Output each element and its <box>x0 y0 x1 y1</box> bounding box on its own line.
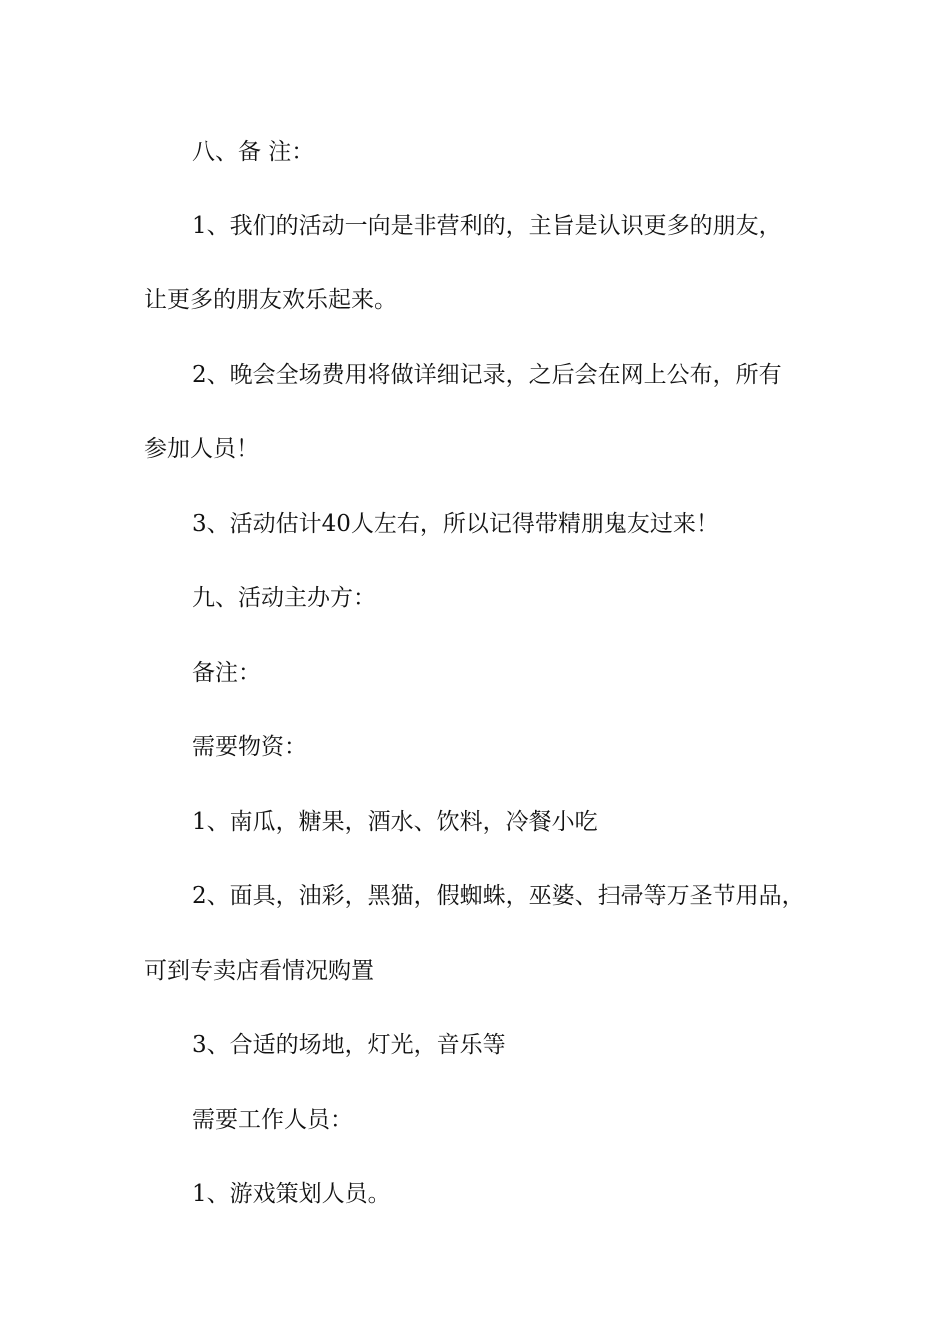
paragraph-line: 1、我们的活动一向是非营利的，主旨是认识更多的朋友， <box>192 213 782 239</box>
subheading-materials: 需要物资： <box>192 734 307 760</box>
paragraph-line: 参加人员！ <box>144 436 259 462</box>
paragraph-line: 3、活动估计40人左右，所以记得带精朋鬼友过来！ <box>192 511 719 537</box>
paragraph-line: 备注： <box>192 660 261 686</box>
list-item: 1、南瓜，糖果，酒水、饮料，冷餐小吃 <box>192 809 598 835</box>
paragraph-line: 2、晚会全场费用将做详细记录，之后会在网上公布，所有 <box>192 362 782 388</box>
section-heading-notes: 八、备 注： <box>192 139 315 165</box>
list-item-continuation: 可到专卖店看情况购置 <box>144 958 374 984</box>
subheading-staff: 需要工作人员： <box>192 1107 353 1133</box>
list-item: 2、面具，油彩，黑猫，假蜘蛛，巫婆、扫帚等万圣节用品， <box>192 883 805 909</box>
list-item: 1、游戏策划人员。 <box>192 1181 391 1207</box>
list-item: 3、合适的场地，灯光，音乐等 <box>192 1032 506 1058</box>
paragraph-line: 让更多的朋友欢乐起来。 <box>144 287 397 313</box>
section-heading-organizer: 九、活动主办方： <box>192 585 376 611</box>
